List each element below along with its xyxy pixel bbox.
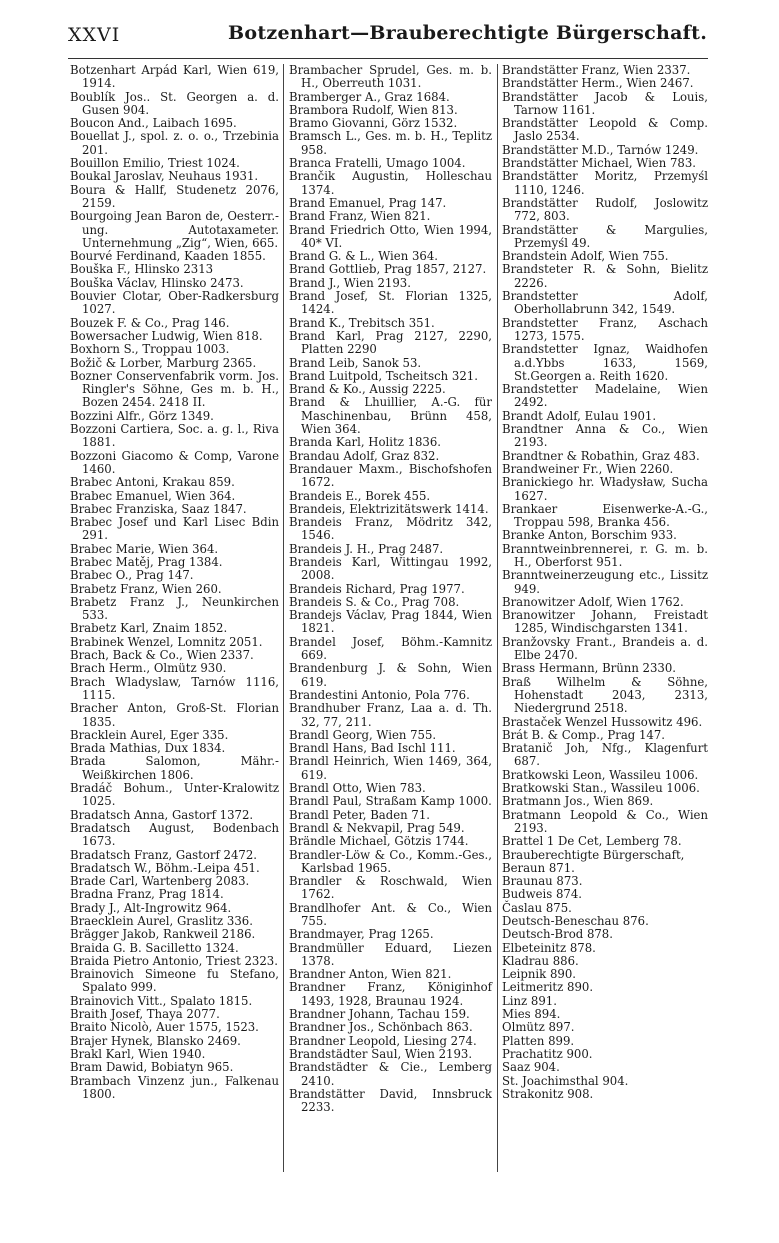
directory-entry: Brandeis Karl, Wittingau 1992, 2008.: [289, 554, 492, 583]
directory-entry: Brandl & Nekvapil, Prag 549.: [289, 820, 465, 835]
directory-entry: Saaz 904.: [502, 1060, 560, 1075]
directory-entry: Brand Friedrich Otto, Wien 1994, 40* VI.: [289, 222, 492, 250]
directory-entry: Brach Wladyslaw, Tarnów 1116, 1115.: [70, 674, 279, 702]
directory-entry: Brandstätter Leopold & Comp. Jaslo 2534.: [502, 116, 708, 144]
directory-entry: Brandl Paul, Straßam Kamp 1000.: [289, 794, 492, 809]
directory-entry: Boublík Jos.. St. Georgen a. d. Gusen 904.: [70, 89, 279, 117]
directory-entry: Brand & Lhuillier, A.-G. für Maschinenbau, Brünn 458, Wien 364.: [289, 395, 492, 437]
directory-entry: Brambach Vinzenz jun., Falkenau 1800.: [70, 1073, 279, 1101]
directory-entry: Braß Wilhelm & Söhne, Hohenstadt 2043, 2313, Niedergrund 2518.: [502, 674, 708, 716]
directory-entry: Braito Nicolò, Auer 1575, 1523.: [70, 1020, 259, 1035]
directory-entry: St. Joachimsthal 904.: [502, 1073, 629, 1088]
directory-entry: Bouška Václav, Hlinsko 2473.: [70, 275, 244, 290]
directory-entry: Brandel Josef, Böhm.-Kamnitz 669.: [289, 634, 492, 663]
directory-entry: Brainovich Simeone fu Stefano, Spalato 999.: [70, 967, 279, 995]
directory-entry: Brastaček Wenzel Hussowitz 496.: [502, 714, 703, 729]
directory-entry: Brandstätter Moritz, Przemyśl 1110, 1246.: [502, 169, 708, 197]
directory-entry: Brandl Georg, Wien 755.: [289, 727, 437, 742]
directory-entry: Brandstätter David, Innsbruck 2233.: [289, 1086, 492, 1115]
directory-entry: Brabec Josef und Karl Lisec Bdin 291.: [70, 515, 279, 543]
directory-entry: Brada Salomon, Mähr.-Weißkirchen 1806.: [70, 754, 279, 782]
directory-entry: Brandstädter Saul, Wien 2193.: [289, 1046, 473, 1061]
directory-entry: Bozzoni Giacomo & Comp, Varone 1460.: [70, 448, 279, 476]
directory-entry: Brand Emanuel, Prag 147.: [289, 195, 447, 210]
directory-entry: Brandt Adolf, Eulau 1901.: [502, 408, 657, 423]
directory-entry: Brakl Karl, Wien 1940.: [70, 1046, 206, 1061]
directory-entry: Brandstätter & Margulies, Przemyśl 49.: [502, 222, 708, 250]
directory-entry: Brandeis J. H., Prag 2487.: [289, 541, 444, 556]
directory-entry: Brandstätter Rudolf, Joslowitz 772, 803.: [502, 195, 708, 224]
directory-entry: Budweis 874.: [502, 887, 582, 902]
directory-entry: Boxhorn S., Troppau 1003.: [70, 342, 230, 357]
directory-entry: Brandstetter Ignaz, Waidhofen a.d.Ybbs 1633, 1569, St.Georgen a. Reith 1620.: [502, 342, 708, 383]
directory-entry: Leipnik 890.: [502, 967, 576, 982]
directory-entry: Bratmann Jos., Wien 869.: [502, 794, 654, 809]
directory-entry: Brandeis Franz, Mödritz 342, 1546.: [289, 515, 492, 543]
directory-entry: Brandmayer, Prag 1265.: [289, 927, 434, 942]
directory-entry: Bracher Anton, Groß-St. Florian 1835.: [70, 701, 279, 729]
directory-entry: Boucon And., Laibach 1695.: [70, 116, 237, 131]
directory-entry: Brankaer Eisenwerke-A.-G., Troppau 598, Branka 456.: [502, 501, 708, 530]
column-3: [502, 64, 708, 1101]
directory-entry: Branda Karl, Holitz 1836.: [289, 435, 442, 450]
directory-entry: Brandstätter Franz, Wien 2337.: [502, 63, 691, 77]
header-rule: [68, 58, 708, 59]
directory-entry: Branke Anton, Borschim 933.: [502, 528, 677, 543]
directory-entry: Bozzoni Cartiera, Soc. a. g. l., Riva 1881.: [70, 422, 279, 450]
directory-entry: Božič & Lorber, Marburg 2365.: [70, 355, 257, 370]
directory-entry: Brabec Franziska, Saaz 1847.: [70, 501, 247, 516]
directory-entry: Brandner Anton, Wien 821.: [289, 967, 452, 982]
directory-entry: Brandeis Richard, Prag 1977.: [289, 581, 465, 596]
directory-entry: Brandau Adolf, Graz 832.: [289, 448, 440, 463]
directory-entry: Brand Josef, St. Florian 1325, 1424.: [289, 289, 492, 317]
directory-entry: Branickiego hr. Władysław, Sucha 1627.: [502, 475, 708, 503]
directory-entry: Bramberger A., Graz 1684.: [289, 89, 450, 104]
directory-entry: Braida G. B. Sacilletto 1324.: [70, 940, 239, 955]
directory-entry: Bradna Franz, Prag 1814.: [70, 887, 224, 902]
directory-entry: Bradáč Bohum., Unter-Kralowitz 1025.: [70, 781, 279, 809]
directory-entry: Brandner Leopold, Liesing 274.: [289, 1033, 477, 1048]
directory-entry: Deutsch-Brod 878.: [502, 927, 613, 942]
directory-entry: Brauberechtigte Bürgerschaft,: [502, 847, 685, 862]
directory-entry: Strakonitz 908.: [502, 1086, 594, 1101]
directory-entry: Brattel 1 De Cet, Lemberg 78.: [502, 834, 682, 849]
column-divider: [497, 64, 498, 1172]
directory-entry: Branžovsky Frant., Brandeis a. d. Elbe 2470.: [502, 634, 708, 663]
directory-entry: Brandl Hans, Bad Ischl 111.: [289, 741, 456, 756]
directory-entry: Brandhuber Franz, Laa a. d. Th. 32, 77, 211.: [289, 701, 492, 729]
directory-entry: Časlau 875.: [502, 900, 572, 915]
directory-entry: Brandstein Adolf, Wien 755.: [502, 249, 669, 264]
directory-entry: Branca Fratelli, Umago 1004.: [289, 156, 466, 171]
directory-entry: Bratkowski Stan., Wassileu 1006.: [502, 781, 700, 796]
directory-entry: Brát B. & Comp., Prag 147.: [502, 727, 666, 742]
directory-entry: Brambora Rudolf, Wien 813.: [289, 102, 458, 117]
directory-entry: Branntweinbrennerei, r. G. m. b. H., Oberforst 951.: [502, 541, 708, 569]
directory-entry: Brandstätter Jacob & Louis, Tarnow 1161.: [502, 89, 708, 117]
directory-entry: Boura & Hallf, Studenetz 2076, 2159.: [70, 182, 279, 210]
directory-entry: Braida Pietro Antonio, Triest 2323.: [70, 953, 278, 968]
page-header: [68, 18, 709, 54]
directory-entry: Bozzini Alfr., Görz 1349.: [70, 408, 214, 423]
directory-entry: Bram Dawid, Bobiatyn 965.: [70, 1060, 234, 1075]
directory-entry: Brabinek Wenzel, Lomnitz 2051.: [70, 634, 263, 649]
directory-entry: Branowitzer Johann, Freistadt 1285, Windischgarsten 1341.: [502, 608, 708, 636]
directory-entry: Brandler & Roschwald, Wien 1762.: [289, 874, 492, 902]
column-1: [70, 64, 279, 1101]
directory-entry: Bourvé Ferdinand, Kaaden 1855.: [70, 249, 266, 264]
directory-entry: Brandeis E., Borek 455.: [289, 488, 431, 503]
directory-entry: Botzenhart Arpád Karl, Wien 619, 1914.: [70, 63, 279, 91]
directory-entry: Bracklein Aurel, Eger 335.: [70, 727, 229, 742]
directory-entry: Brach Herm., Olmütz 930.: [70, 661, 227, 676]
directory-entry: Brand K., Trebitsch 351.: [289, 315, 435, 330]
directory-entry: Bouellat J., spol. z. o. o., Trzebinia 201.: [70, 129, 279, 157]
directory-entry: Brainovich Vitt., Spalato 1815.: [70, 993, 253, 1008]
directory-entry: Bouillon Emilio, Triest 1024.: [70, 156, 240, 171]
directory-entry: Deutsch-Beneschau 876.: [502, 914, 649, 928]
directory-entry: Beraun 871.: [502, 860, 575, 875]
directory-entry: Brandtner Anna & Co., Wien 2193.: [502, 422, 708, 450]
directory-entry: Brajer Hynek, Blansko 2469.: [70, 1033, 241, 1048]
directory-entry: Brändle Michael, Götzis 1744.: [289, 834, 469, 849]
page-title: Botzenhart—Brauberechtigte Bürgerschaft.: [228, 22, 708, 44]
directory-entry: Brandstetter Franz, Aschach 1273, 1575.: [502, 315, 708, 343]
directory-entry: Brandauer Maxm., Bischofshofen 1672.: [289, 461, 492, 490]
directory-entry: Brandeis, Elektrizitätswerk 1414.: [289, 501, 489, 516]
directory-entry: Linz 891.: [502, 993, 557, 1008]
directory-entry: Brandsteter R. & Sohn, Bielitz 2226.: [502, 262, 708, 290]
directory-entry: Brabec Antoni, Krakau 859.: [70, 475, 235, 490]
directory-entry: Bozner Conservenfabrik vorm. Jos. Ringler's Söhne, Ges m. b. H., Bozen 2454. 2418 II.: [70, 368, 279, 410]
directory-entry: Brandl Peter, Baden 71.: [289, 807, 430, 822]
directory-entry: Bramo Giovanni, Görz 1532.: [289, 116, 458, 131]
directory-entry: Brančik Augustin, Holleschau 1374.: [289, 169, 492, 197]
directory-entry: Brandstätter Herm., Wien 2467.: [502, 76, 694, 91]
directory-entry: Brandl Otto, Wien 783.: [289, 781, 426, 796]
directory-entry: Brandstetter Adolf, Oberhollabrunn 342, 1549.: [502, 289, 708, 317]
directory-entry: Brach, Back & Co., Wien 2337.: [70, 648, 254, 663]
directory-entry: Brand Luitpold, Tscheitsch 321.: [289, 368, 478, 383]
directory-entry: Brandweiner Fr., Wien 2260.: [502, 461, 674, 476]
directory-entry: Bradatsch W., Böhm.-Leipa 451.: [70, 860, 260, 875]
directory-entry: Brandl Heinrich, Wien 1469, 364, 619.: [289, 754, 492, 782]
page-number: XXVI: [68, 24, 121, 46]
directory-entry: Brass Hermann, Brünn 2330.: [502, 661, 677, 676]
directory-entry: Brabetz Karl, Znaim 1852.: [70, 621, 228, 636]
directory-entry: Brabec O., Prag 147.: [70, 568, 194, 583]
directory-entry: Brandler-Löw & Co., Komm.-Ges., Karlsbad 1965.: [289, 847, 492, 875]
directory-entry: Bratmann Leopold & Co., Wien 2193.: [502, 807, 708, 835]
directory-entry: Bramsch L., Ges. m. b. H., Teplitz 958.: [289, 129, 492, 157]
directory-entry: Brand Gottlieb, Prag 1857, 2127.: [289, 262, 487, 277]
directory-entry: Elbeteinitz 878.: [502, 940, 596, 955]
directory-entry: Platten 899.: [502, 1033, 575, 1048]
directory-entry: Bourgoing Jean Baron de, Oesterr.-ung. Autotaxameter. Unternehmung „Zig“, Wien, 665.: [70, 209, 279, 250]
directory-entry: Branowitzer Adolf, Wien 1762.: [502, 594, 684, 609]
directory-entry: Prachatitz 900.: [502, 1046, 593, 1061]
directory-entry: Brabec Marie, Wien 364.: [70, 541, 219, 556]
directory-entry: Brand & Ko., Aussig 2225.: [289, 382, 446, 397]
directory-entry: Brandtner & Robathin, Graz 483.: [502, 448, 700, 463]
directory-entry: Bratanič Joh, Nfg., Klagenfurt 687.: [502, 741, 708, 769]
directory-entry: Brade Carl, Wartenberg 2083.: [70, 874, 250, 889]
directory-entry: Bouzek F. & Co., Prag 146.: [70, 315, 230, 330]
column-divider: [283, 64, 284, 1172]
directory-entry: Brabec Matěj, Prag 1384.: [70, 554, 223, 569]
directory-entry: Brand Karl, Prag 2127, 2290, Platten 2290: [289, 328, 492, 357]
directory-entry: Kladrau 886.: [502, 953, 579, 968]
directory-entry: Brabec Emanuel, Wien 364.: [70, 488, 236, 503]
column-2: [289, 64, 492, 1114]
directory-entry: Brand Leib, Sanok 53.: [289, 355, 422, 370]
directory-entry: Bowersacher Ludwig, Wien 818.: [70, 328, 263, 343]
directory-entry: Brägger Jakob, Rankweil 2186.: [70, 927, 256, 942]
directory-entry: Brada Mathias, Dux 1834.: [70, 741, 226, 756]
directory-entry: Brandner Jos., Schönbach 863.: [289, 1020, 473, 1035]
directory-entry: Brabetz Franz J., Neunkirchen 533.: [70, 594, 279, 623]
directory-entry: Bradatsch August, Bodenbach 1673.: [70, 820, 279, 849]
directory-entry: Bouška F., Hlinsko 2313: [70, 262, 214, 277]
directory-entry: Leitmeritz 890.: [502, 980, 594, 995]
directory-entry: Brand J., Wien 2193.: [289, 275, 411, 290]
directory-entry: Brady J., Alt-Ingrowitz 964.: [70, 900, 232, 915]
directory-entry: Brambacher Sprudel, Ges. m. b. H., Oberreuth 1031.: [289, 63, 492, 91]
directory-entry: Bradatsch Franz, Gastorf 2472.: [70, 847, 257, 862]
directory-entry: Brandestini Antonio, Pola 776.: [289, 687, 470, 702]
directory-entry: Braith Josef, Thaya 2077.: [70, 1007, 220, 1022]
directory-entry: Brandmüller Eduard, Liezen 1378.: [289, 940, 492, 968]
directory-entry: Brandeis S. & Co., Prag 708.: [289, 594, 460, 609]
directory-entry: Braecklein Aurel, Graslitz 336.: [70, 914, 253, 928]
directory-entry: Brandner Johann, Tachau 159.: [289, 1007, 470, 1022]
directory-entry: Brandlhofer Ant. & Co., Wien 755.: [289, 900, 492, 928]
directory-entry: Bradatsch Anna, Gastorf 1372.: [70, 807, 254, 822]
directory-entry: Brand G. & L., Wien 364.: [289, 249, 438, 264]
directory-entry: Bratkowski Leon, Wassileu 1006.: [502, 767, 699, 782]
directory-entry: Branntweinerzeugung etc., Lissitz 949.: [502, 568, 708, 596]
directory-entry: Brandstädter & Cie., Lemberg 2410.: [289, 1060, 492, 1088]
directory-entry: Brandner Franz, Königinhof 1493, 1928, Braunau 1924.: [289, 980, 492, 1008]
directory-entry: Brandstätter Michael, Wien 783.: [502, 156, 696, 171]
directory-entry: Brandstätter M.D., Tarnów 1249.: [502, 142, 699, 157]
directory-entry: Brabetz Franz, Wien 260.: [70, 581, 222, 596]
directory-entry: Mies 894.: [502, 1007, 561, 1022]
directory-entry: Brandenburg J. & Sohn, Wien 619.: [289, 661, 492, 689]
directory-entry: Olmütz 897.: [502, 1020, 575, 1035]
directory-entry: Brandstetter Madelaine, Wien 2492.: [502, 382, 708, 410]
directory-entry: Brandejs Václav, Prag 1844, Wien 1821.: [289, 608, 492, 636]
directory-entry: Brand Franz, Wien 821.: [289, 209, 431, 224]
directory-entry: Boukal Jaroslav, Neuhaus 1931.: [70, 169, 259, 184]
directory-entry: Bouvier Clotar, Ober-Radkersburg 1027.: [70, 289, 279, 317]
directory-entry: Braunau 873.: [502, 874, 583, 889]
